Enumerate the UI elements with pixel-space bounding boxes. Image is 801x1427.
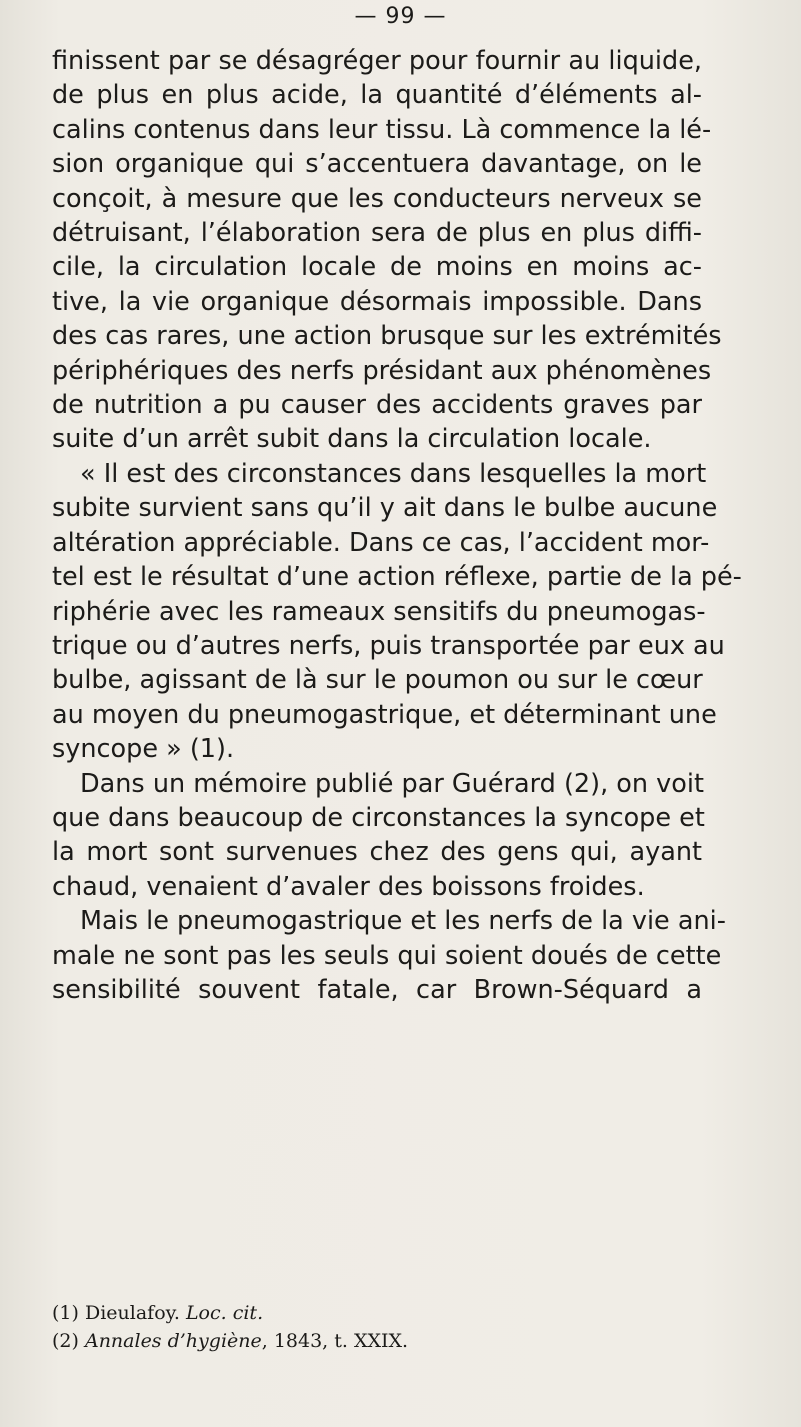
text-line: Mais le pneumogastrique et les nerfs de la vie ani- bbox=[80, 906, 726, 937]
paragraph bbox=[52, 457, 742, 767]
paragraph bbox=[52, 904, 726, 1007]
text-line: sensibilité souvent fatale, car Brown-Séquard a bbox=[52, 974, 702, 1005]
text-line: syncope » (1). bbox=[52, 734, 235, 765]
text-line: subite survient sans qu’il y ait dans le bulbe aucune bbox=[52, 493, 718, 524]
paragraph bbox=[52, 767, 705, 905]
text-line: détruisant, l’élaboration sera de plus en plus diffi- bbox=[52, 218, 702, 249]
footnote-marker: (1) bbox=[52, 1302, 79, 1324]
text-line: de plus en plus acide, la quantité d’éléments al- bbox=[52, 80, 702, 111]
text-line: que dans beaucoup de circonstances la syncope et bbox=[52, 802, 705, 833]
text-line: des cas rares, une action brusque sur les extrémités bbox=[52, 321, 722, 352]
text-line: calins contenus dans leur tissu. Là commence la lé- bbox=[52, 114, 712, 145]
text-line: la mort sont survenues chez des gens qui, ayant bbox=[52, 837, 702, 868]
page-number: — 99 — bbox=[354, 4, 447, 29]
body-text bbox=[52, 44, 742, 1007]
footnote-author: Dieulafoy. bbox=[84, 1302, 186, 1324]
text-line: tel est le résultat d’une action réflexe, partie de la pé- bbox=[52, 562, 742, 593]
text-line: trique ou d’autres nerfs, puis transportée par eux au bbox=[52, 630, 725, 661]
text-line: de nutrition a pu causer des accidents graves par bbox=[52, 390, 702, 421]
text-line: chaud, venaient d’avaler des boissons froides. bbox=[52, 871, 645, 902]
text-line: bulbe, agissant de là sur le poumon ou sur le cœur bbox=[52, 665, 703, 696]
text-line: male ne sont pas les seuls qui soient doués de cette bbox=[52, 940, 722, 971]
footnote-rest: , 1843, t. XXIX. bbox=[261, 1330, 409, 1352]
text-line: finissent par se désagréger pour fournir au liquide, bbox=[52, 46, 702, 76]
text-line: riphérie avec les rameaux sensitifs du pneumogas- bbox=[52, 596, 706, 627]
text-line: Dans un mémoire publié par Guérard (2), on voit bbox=[80, 768, 704, 799]
text-line: cile, la circulation locale de moins en moins ac- bbox=[52, 252, 702, 283]
footnote-citation: Annales d’hygiène bbox=[84, 1330, 262, 1352]
text-line: au moyen du pneumogastrique, et déterminant une bbox=[52, 699, 717, 730]
footnote bbox=[52, 1299, 702, 1327]
text-line: altération appréciable. Dans ce cas, l’accident mor- bbox=[52, 527, 710, 558]
text-line: conçoit, à mesure que les conducteurs nerveux se bbox=[52, 183, 702, 214]
footnote bbox=[52, 1327, 702, 1355]
text-line: sion organique qui s’accentuera davantage, on le bbox=[52, 149, 702, 180]
text-line: « Il est des circonstances dans lesquelles la mort bbox=[80, 458, 707, 489]
footnotes bbox=[52, 1299, 702, 1355]
text-line: tive, la vie organique désormais impossible. Dans bbox=[52, 286, 702, 317]
footnote-citation: Loc. cit. bbox=[185, 1302, 264, 1324]
footnote-marker: (2) bbox=[52, 1330, 79, 1352]
text-line: suite d’un arrêt subit dans la circulation locale. bbox=[52, 424, 652, 455]
paragraph bbox=[52, 44, 722, 457]
text-line: périphériques des nerfs présidant aux phénomènes bbox=[52, 355, 712, 386]
